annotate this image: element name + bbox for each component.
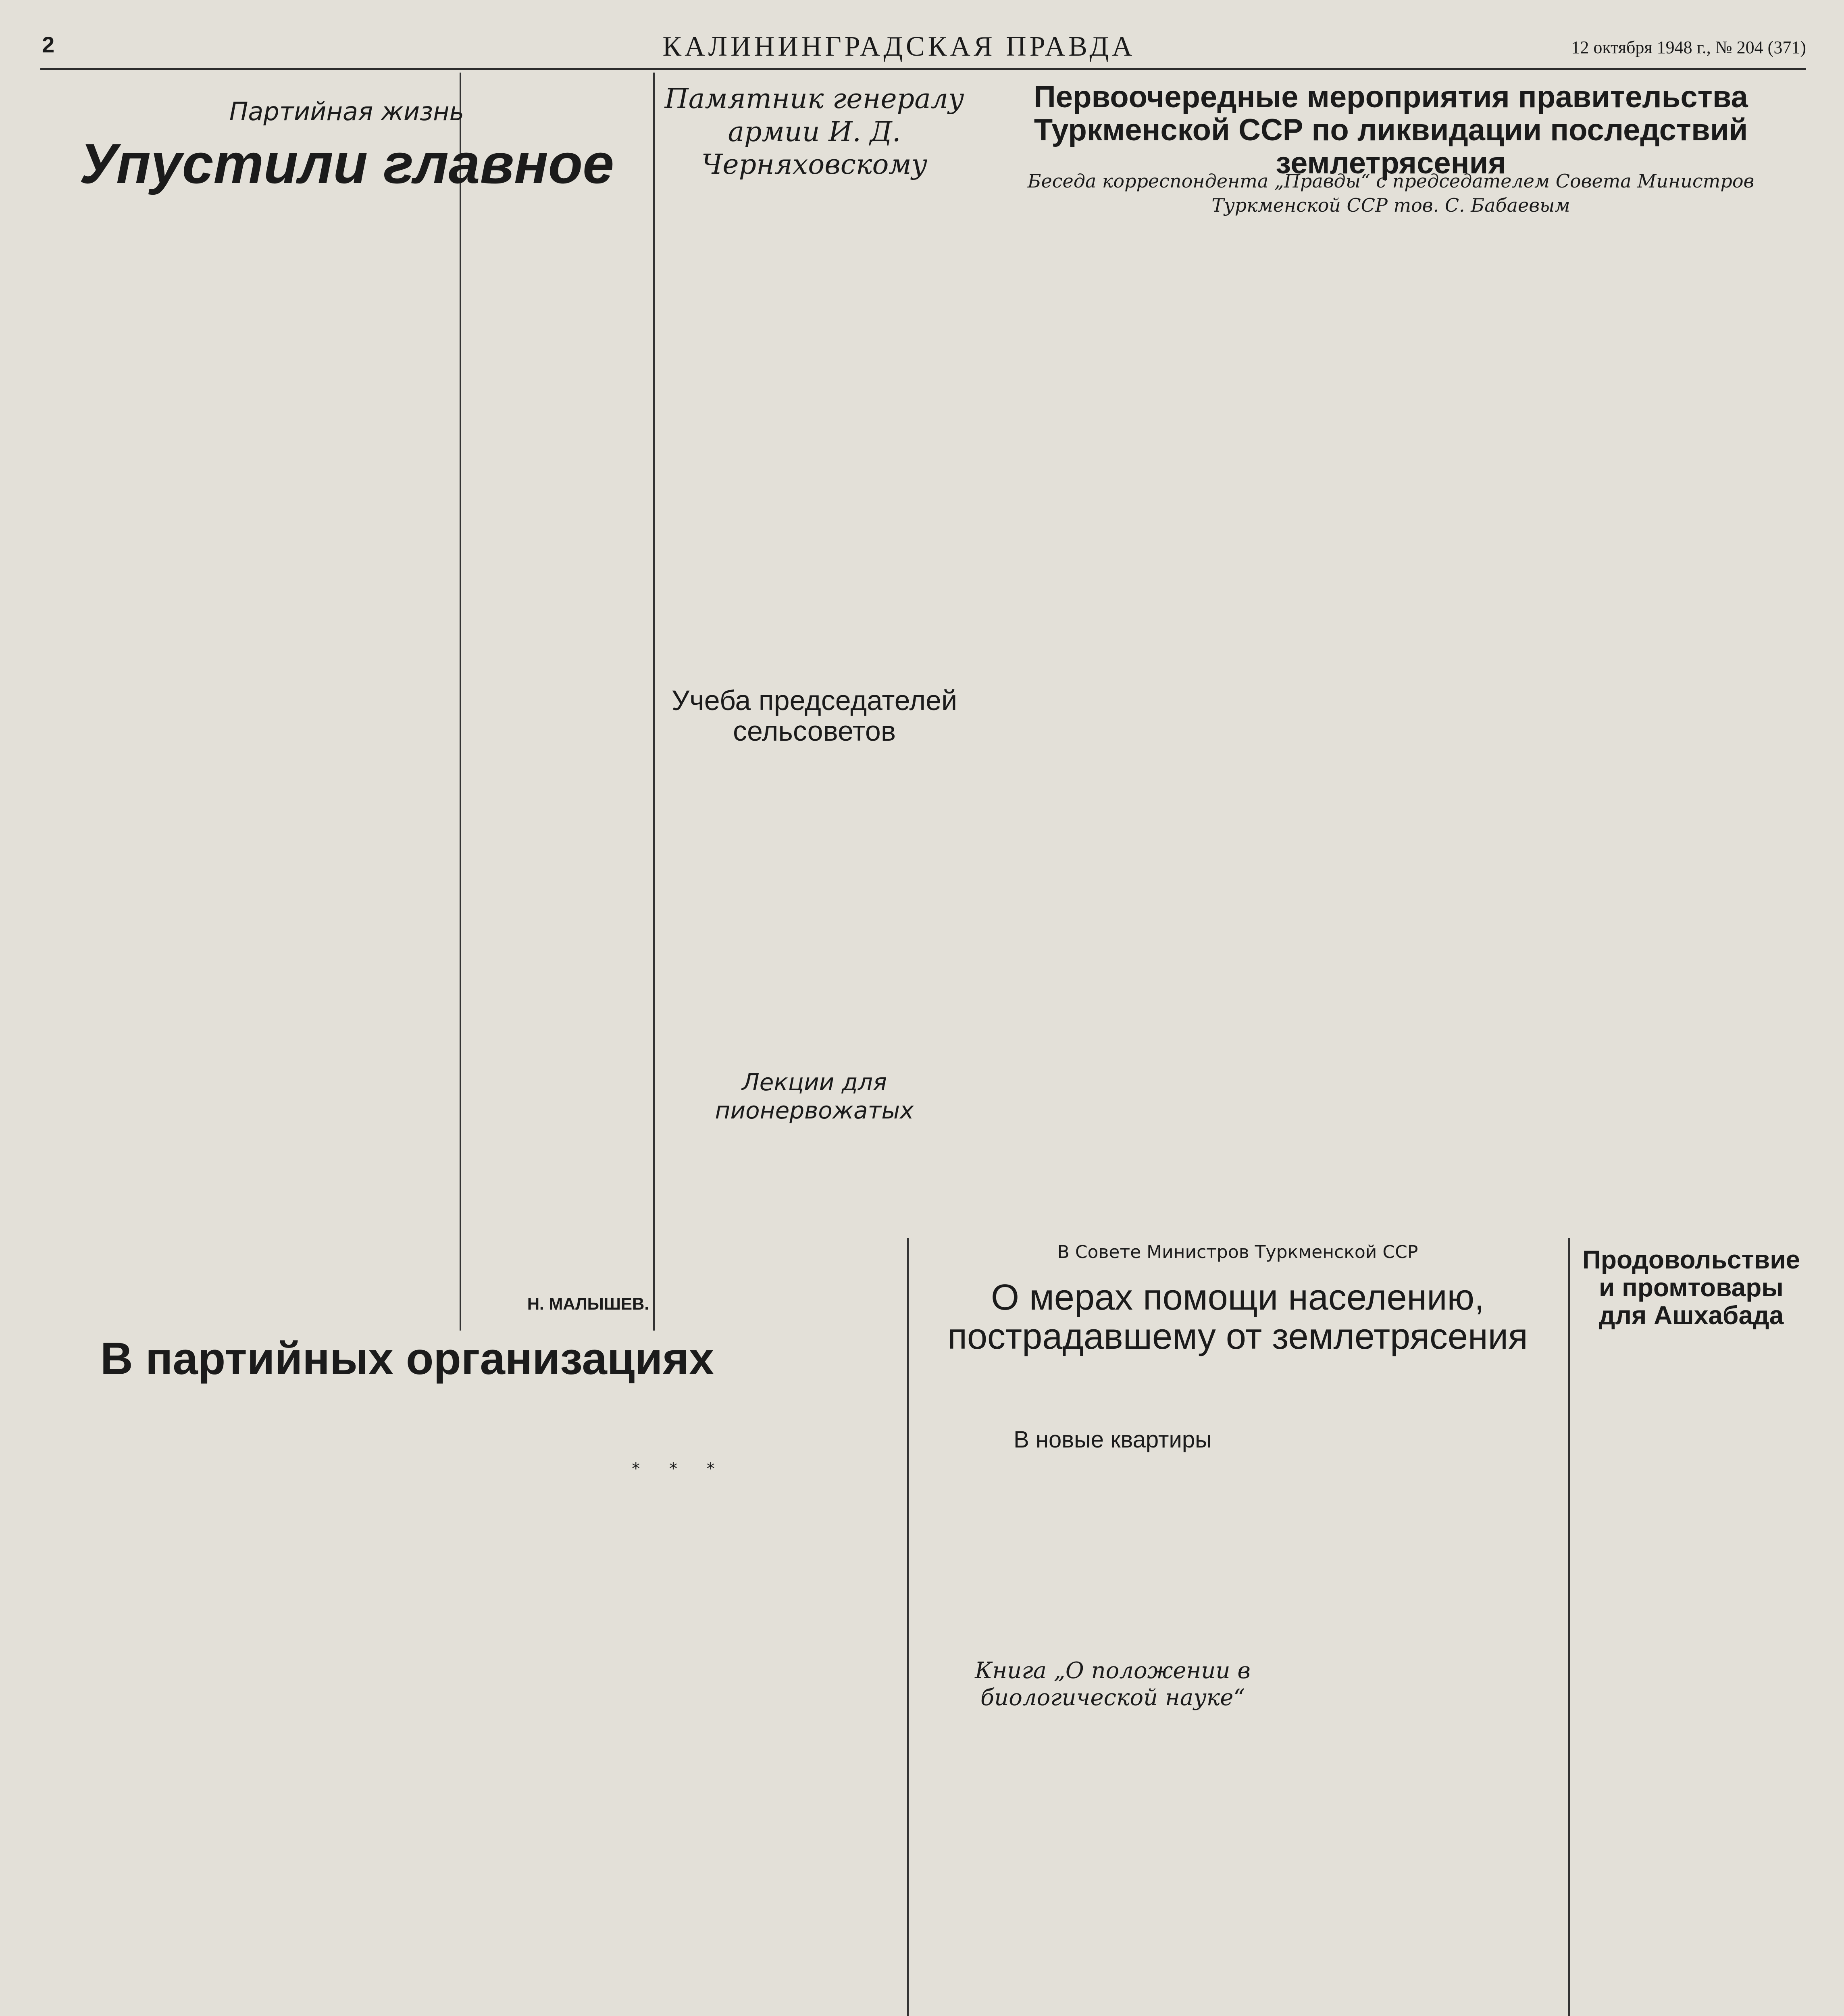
article-headline: Упустили главное [79,132,614,195]
article-signature: Н. МАЛЫШЕВ. [527,1294,649,1313]
column-rule [653,73,655,1331]
article-headline: О мерах помощи населению, пострадавшему от землетрясения [947,1277,1528,1357]
article-subhead: Беседа корреспондента „Правды“ с председателем Совета Министров Туркменской ССР тов. С. Бабаевым [1027,170,1755,216]
article-body [661,238,968,649]
newspaper-title: КАЛИНИНГРАДСКАЯ ПРАВДА [662,31,1136,62]
article-body [44,1407,899,1899]
masthead-rule [40,68,1806,70]
article-headline: Лекции для пионервожатых [715,1068,914,1124]
column-rule [907,1238,909,2016]
article-headline: Продовольствие и промтовары для Ашхабада [1582,1245,1800,1330]
article-headline: Памятник генералу армии И. Д. Черняховскому [664,83,964,181]
column-rule [1568,1238,1570,2016]
article-headline: В новые квартиры [1014,1427,1212,1453]
issue-date: 12 октября 1948 г., № 204 (371) [1571,37,1806,57]
article-rubric: В Совете Министров Туркменской ССР [1057,1242,1418,1262]
article-body [915,1379,1560,2016]
article-body [1576,1339,1806,2016]
article-body [661,758,968,1040]
article-headline: Учеба председателей сельсоветов [671,685,957,747]
article-headline: Книга „О положении в биологической науке“ [975,1658,1251,1711]
article-body [661,1137,968,1298]
article-rubric: Партийная жизнь [229,97,464,126]
article-headline: В партийных организациях [100,1333,714,1384]
article-body [976,242,1806,1210]
section-separator: * * * [632,1460,727,1478]
page-number: 2 [42,32,55,57]
article-headline: Первоочередные мероприятия правительства Туркменской ССР по ликвидации последствий землетрясения [1034,80,1748,181]
article-body [44,202,649,1314]
